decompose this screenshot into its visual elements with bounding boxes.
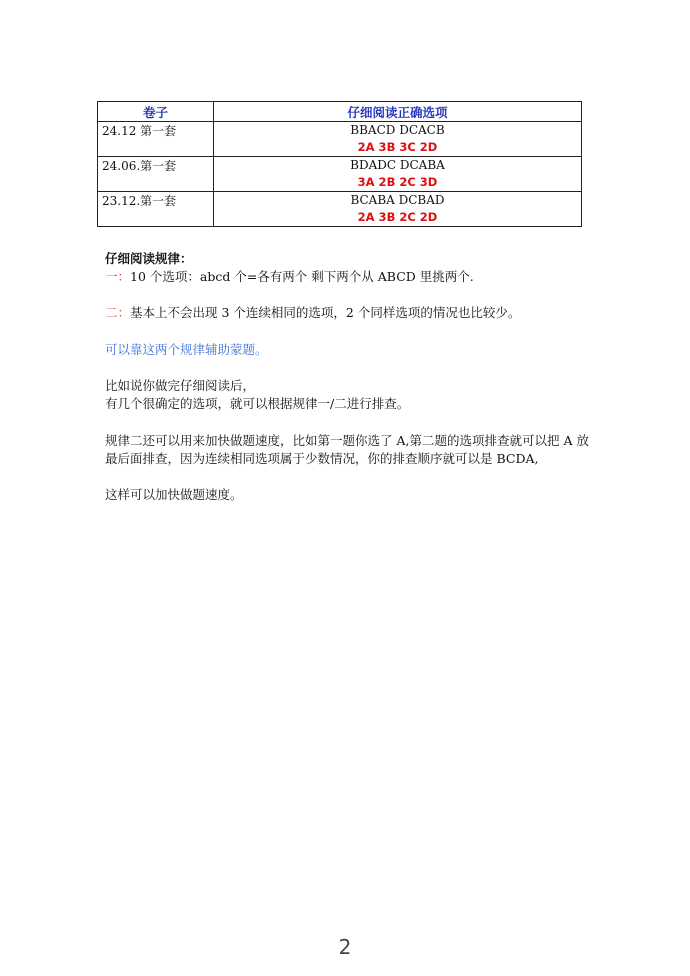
- paper-cell: 23.12.第一套: [98, 192, 214, 227]
- paper-cell: 24.12 第一套: [98, 122, 214, 157]
- table-row: [98, 122, 582, 157]
- rule-one-prefix: 一：: [105, 269, 131, 284]
- answer-counts: 3A 2B 2C 3D: [357, 175, 438, 189]
- answers-cell: [214, 157, 582, 192]
- rules-heading: 仔细阅读规律：: [105, 251, 193, 266]
- header-correct-options: 仔细阅读正确选项: [214, 102, 582, 122]
- answers-cell: [214, 192, 582, 227]
- page-number: 2: [338, 935, 352, 959]
- answer-sequence: BBACD DCACB: [350, 123, 445, 137]
- example-last-line: 这样可以加快做题速度。: [105, 487, 243, 502]
- paper-cell: 24.06.第一套: [98, 157, 214, 192]
- answer-counts: 2A 3B 2C 2D: [357, 210, 438, 224]
- header-paper: 卷子: [98, 102, 214, 122]
- answers-cell: [214, 122, 582, 157]
- rule-one: [105, 268, 474, 286]
- answer-table: [97, 101, 582, 227]
- rule-two: [105, 304, 520, 322]
- tip-text: 可以靠这两个规律辅助蒙题。: [105, 342, 268, 357]
- table-row: [98, 192, 582, 227]
- answer-sequence: BCABA DCBAD: [350, 193, 445, 207]
- answer-counts: 2A 3B 3C 2D: [357, 140, 438, 154]
- table-row: [98, 157, 582, 192]
- table-header-row: [98, 102, 582, 122]
- answer-sequence: BDADC DCABA: [350, 158, 445, 172]
- example-paragraph: 规律二还可以用来加快做题速度，比如第一题你选了 A,第二题的选项排查就可以把 A 放最后面排查，因为连续相同选项属于少数情况，你的排查顺序就可以是 BCDA,: [105, 433, 589, 466]
- example-line-1: 比如说你做完仔细阅读后，: [105, 378, 256, 393]
- rule-one-text: 10 个选项：abcd 个=各有两个 剩下两个从 ABCD 里挑两个.: [130, 269, 474, 284]
- example-line-2: 有几个很确定的选项，就可以根据规律一/二进行排查。: [105, 396, 410, 411]
- rule-two-text: 基本上不会出现 3 个连续相同的选项，2 个同样选项的情况也比较少。: [130, 305, 521, 320]
- rule-two-prefix: 二：: [105, 305, 131, 320]
